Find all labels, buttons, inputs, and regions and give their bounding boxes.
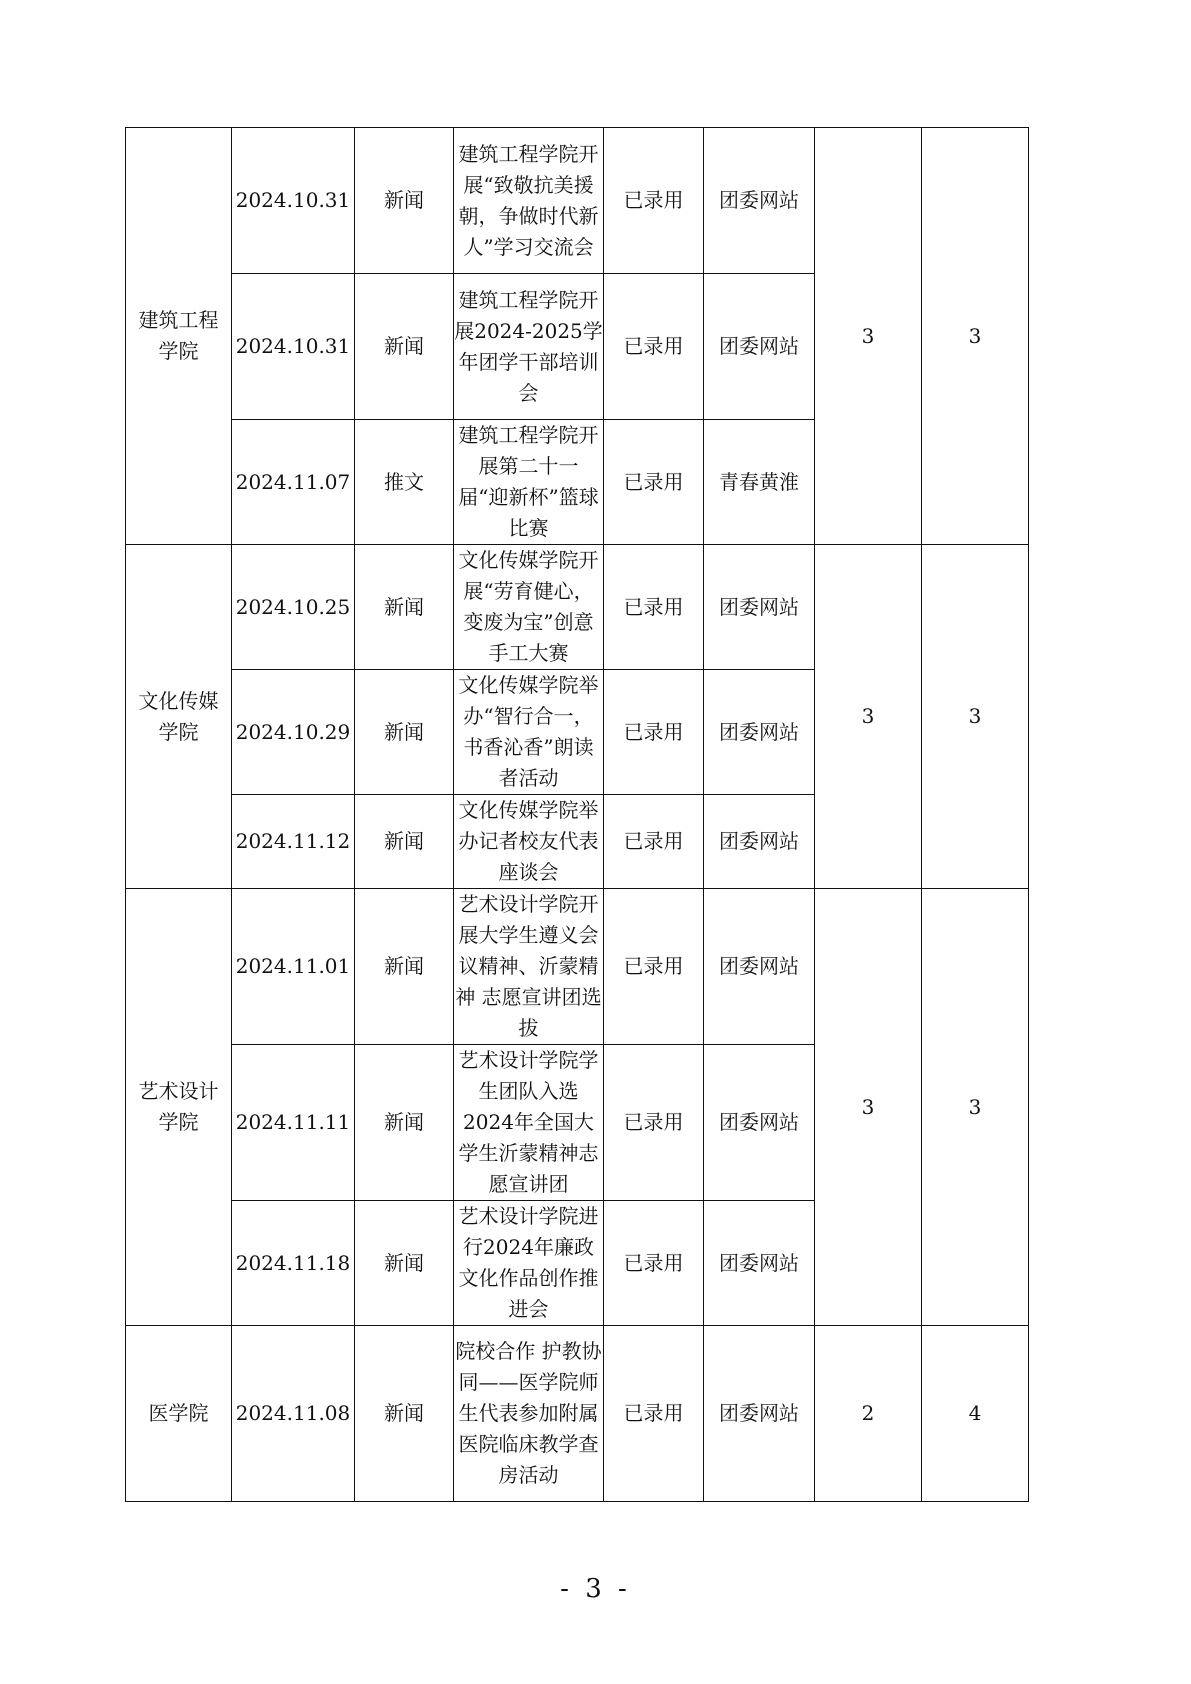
submission-table bbox=[125, 127, 1072, 1502]
date-cell: 2024.11.11 bbox=[232, 1045, 355, 1201]
status-cell: 已录用 bbox=[604, 795, 704, 889]
platform-cell: 团委网站 bbox=[704, 128, 815, 274]
title-cell: 艺术设计学院开展大学生遵义会议精神、沂蒙精神 志愿宣讲团选拔 bbox=[454, 889, 604, 1045]
platform-cell: 团委网站 bbox=[704, 545, 815, 670]
title-cell: 文化传媒学院举办“智行合一，书香沁香”朗读者活动 bbox=[454, 670, 604, 795]
table-row bbox=[126, 1326, 1072, 1502]
platform-cell: 团委网站 bbox=[704, 274, 815, 420]
date-cell: 2024.10.31 bbox=[232, 274, 355, 420]
count-cell: 3 bbox=[815, 889, 922, 1326]
date-cell: 2024.10.29 bbox=[232, 670, 355, 795]
type-cell: 新闻 bbox=[355, 670, 454, 795]
date-cell: 2024.10.31 bbox=[232, 128, 355, 274]
date-cell: 2024.11.08 bbox=[232, 1326, 355, 1502]
title-cell: 文化传媒学院举办记者校友代表座谈会 bbox=[454, 795, 604, 889]
college-cell: 建筑工程 学院 bbox=[126, 128, 232, 545]
type-cell: 新闻 bbox=[355, 274, 454, 420]
title-cell: 艺术设计学院进行2024年廉政文化作品创作推进会 bbox=[454, 1201, 604, 1326]
count-cell: 2 bbox=[815, 1326, 922, 1502]
status-cell: 已录用 bbox=[604, 670, 704, 795]
page-number: - 3 - bbox=[560, 1574, 631, 1604]
status-cell: 已录用 bbox=[604, 1045, 704, 1201]
platform-cell: 团委网站 bbox=[704, 795, 815, 889]
count-cell: 3 bbox=[922, 545, 1029, 889]
college-cell: 艺术设计 学院 bbox=[126, 889, 232, 1326]
platform-cell: 团委网站 bbox=[704, 670, 815, 795]
date-cell: 2024.11.12 bbox=[232, 795, 355, 889]
type-cell: 推文 bbox=[355, 420, 454, 545]
title-cell: 文化传媒学院开展“劳育健心，变废为宝”创意手工大赛 bbox=[454, 545, 604, 670]
table-row bbox=[126, 889, 1072, 1045]
college-cell: 文化传媒 学院 bbox=[126, 545, 232, 889]
title-cell: 建筑工程学院开展第二十一届“迎新杯”篮球比赛 bbox=[454, 420, 604, 545]
title-cell: 建筑工程学院开展“致敬抗美援朝，争做时代新人”学习交流会 bbox=[454, 128, 604, 274]
count-cell: 3 bbox=[922, 889, 1029, 1326]
type-cell: 新闻 bbox=[355, 1201, 454, 1326]
count-cell: 3 bbox=[922, 128, 1029, 545]
type-cell: 新闻 bbox=[355, 1045, 454, 1201]
table-row bbox=[126, 128, 1072, 274]
type-cell: 新闻 bbox=[355, 128, 454, 274]
count-cell: 4 bbox=[922, 1326, 1029, 1502]
status-cell: 已录用 bbox=[604, 128, 704, 274]
status-cell: 已录用 bbox=[604, 1201, 704, 1326]
title-cell: 建筑工程学院开展2024-2025学年团学干部培训会 bbox=[454, 274, 604, 420]
status-cell: 已录用 bbox=[604, 420, 704, 545]
college-cell: 医学院 bbox=[126, 1326, 232, 1502]
type-cell: 新闻 bbox=[355, 1326, 454, 1502]
count-cell: 3 bbox=[815, 545, 922, 889]
status-cell: 已录用 bbox=[604, 545, 704, 670]
status-cell: 已录用 bbox=[604, 889, 704, 1045]
title-cell: 院校合作 护教协同——医学院师生代表参加附属医院临床教学查房活动 bbox=[454, 1326, 604, 1502]
platform-cell: 团委网站 bbox=[704, 889, 815, 1045]
type-cell: 新闻 bbox=[355, 545, 454, 670]
date-cell: 2024.10.25 bbox=[232, 545, 355, 670]
type-cell: 新闻 bbox=[355, 795, 454, 889]
count-cell: 3 bbox=[815, 128, 922, 545]
title-cell: 艺术设计学院学生团队入选2024年全国大学生沂蒙精神志愿宣讲团 bbox=[454, 1045, 604, 1201]
table-row bbox=[126, 545, 1072, 670]
date-cell: 2024.11.07 bbox=[232, 420, 355, 545]
status-cell: 已录用 bbox=[604, 1326, 704, 1502]
platform-cell: 团委网站 bbox=[704, 1201, 815, 1326]
platform-cell: 团委网站 bbox=[704, 1045, 815, 1201]
status-cell: 已录用 bbox=[604, 274, 704, 420]
type-cell: 新闻 bbox=[355, 889, 454, 1045]
date-cell: 2024.11.18 bbox=[232, 1201, 355, 1326]
date-cell: 2024.11.01 bbox=[232, 889, 355, 1045]
platform-cell: 团委网站 bbox=[704, 1326, 815, 1502]
platform-cell: 青春黄淮 bbox=[704, 420, 815, 545]
